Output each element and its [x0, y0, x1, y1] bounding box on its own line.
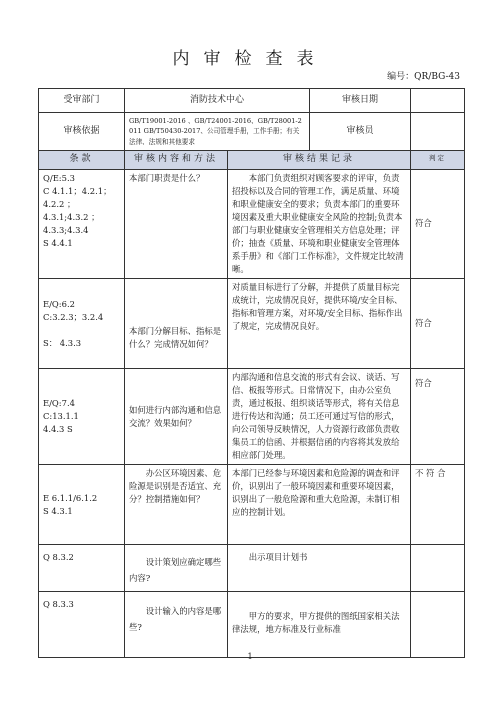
clause-cell: E/Q:6.2 C:3.2.3；3.2.4 S： 4.3.3	[39, 279, 125, 369]
method-cell: 设计输入的内容是哪些?	[125, 592, 228, 658]
result-cell: 内部沟通和信息交流的形式有会议、谈话、写信、板报等形式。日常情况下，由办公室负责，通过板报、组织谈话等形式，将有关信息进行传达和沟通；员工还可通过写信的形式，向公司领导反映情况，人力资源行政部负责收集员工的信函、并根据信函的内容将其发放给相应部门处理。	[228, 369, 411, 465]
dept-row	[39, 89, 465, 113]
result-cell: 出示项目计划书	[228, 545, 411, 592]
column-header-verdict: 判定	[411, 151, 465, 170]
dept-label: 受审部门	[39, 89, 125, 113]
dept-value: 消防技术中心	[125, 89, 310, 113]
table-row	[39, 545, 465, 592]
table-row	[39, 592, 465, 658]
verdict-cell	[411, 592, 465, 658]
column-header-result: 审核结果记录	[228, 151, 411, 170]
clause-cell: Q 8.3.3	[39, 592, 125, 658]
audit-checklist-table	[38, 88, 465, 658]
verdict-cell: 符合	[411, 369, 465, 465]
method-cell: 本部门职责是什么？	[125, 169, 228, 278]
verdict-cell	[411, 545, 465, 592]
verdict-cell: 符合	[411, 169, 465, 278]
result-cell: 对质量目标进行了分解，并提供了质量目标完成统计，完成情况良好，提供环境/安全目标、指标和管理方案，对环境/安全目标、指标作出了规定，完成情况良好。	[228, 279, 411, 369]
method-cell: 办公区环境因素、危险源是识别是否适宜、充分？控制措施如何？	[125, 465, 228, 545]
basis-value: GB/T19001-2016 、GB/T24001-2016、GB/T28001-2011 GB/T50430-2017、公司管理手册，工作手册；有关法律、法规和其他要求	[125, 113, 310, 151]
audit-date-value	[411, 89, 465, 113]
table-row	[39, 169, 465, 278]
table-row	[39, 465, 465, 545]
document-title: 内审检查表	[172, 49, 328, 69]
result-cell: 本部门负责组织对顾客要求的评审，负责招投标以及合同的管理工作，满足质量、环境和职业健康安全的要求；负责本部门的重要环境因素及重大职业健康安全风险的控制;负责本部门与职业健康安全管理相关方信息处理；评价；抽查《质量、环境和职业健康安全管理体系手册》和《部门工作标准》，文件规定比较清晰。	[228, 169, 411, 278]
column-header-method: 审核内容和方法	[125, 151, 228, 170]
clause-cell: E/Q:7.4 C:13.1.1 4.4.3 S	[39, 369, 125, 465]
table-row	[39, 369, 465, 465]
auditor-value	[411, 113, 465, 151]
result-cell: 甲方的要求，甲方提供的图纸国家相关法律法规，地方标准及行业标准	[228, 592, 411, 658]
verdict-cell: 不 符 合	[411, 465, 465, 545]
clause-cell: E 6.1.1/6.1.2 S 4.3.1	[39, 465, 125, 545]
table-row	[39, 279, 465, 369]
page-number: 1	[247, 652, 253, 661]
document-number: 编号：QR/BG-43	[387, 72, 460, 82]
basis-row	[39, 113, 465, 151]
column-header-row	[39, 151, 465, 170]
method-cell: 设计策划应确定哪些内容?	[125, 545, 228, 592]
result-cell: 本部门已经参与环境因素和危险源的调查和评价，识别出了一般环境因素和重要环境因素，识别出了一般危险源和重大危险源，未制订相应的控制计划。	[228, 465, 411, 545]
method-cell: 本部门分解目标、指标是什么？完成情况如何？	[125, 279, 228, 369]
audit-date-label: 审核日期	[310, 89, 411, 113]
verdict-cell: 符合	[411, 279, 465, 369]
clause-cell: Q/E:5.3 C 4.1.1；4.2.1； 4.2.2 ； 4.3.1;4.3.2 ； 4.3.3;4.3.4 S 4.4.1	[39, 169, 125, 278]
auditor-label: 审核员	[310, 113, 411, 151]
column-header-clause: 条款	[39, 151, 125, 170]
method-cell: 如何进行内部沟通和信息交流？效果如何？	[125, 369, 228, 465]
clause-cell: Q 8.3.2	[39, 545, 125, 592]
basis-label: 审核依据	[39, 113, 125, 151]
